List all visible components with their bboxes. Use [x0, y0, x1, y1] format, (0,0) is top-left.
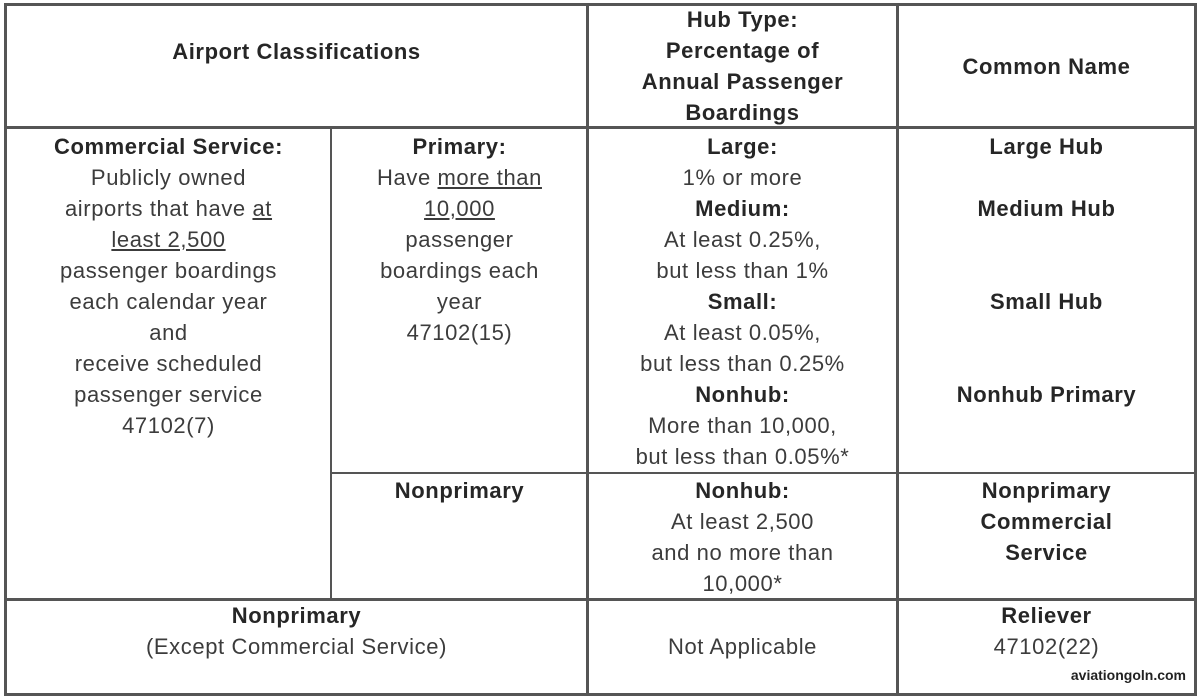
cell-title: Primary:	[412, 134, 507, 159]
common-name: Nonprimary	[981, 478, 1112, 503]
cell-text: year	[436, 289, 483, 314]
table-border-bottom	[4, 693, 1197, 696]
hub-desc: At least 2,500	[671, 509, 814, 534]
cell-text: boardings each	[380, 258, 539, 283]
watermark: aviationgoln.com	[1070, 667, 1186, 683]
primary-cell	[333, 131, 586, 348]
cell-title: Nonprimary	[231, 603, 362, 628]
hub-desc: but less than 0.05%*	[635, 444, 850, 469]
nonprimary-other-cell	[7, 600, 586, 662]
hub-desc: and no more than	[651, 540, 834, 565]
common-name: Small Hub	[990, 289, 1103, 314]
header-hub-type	[589, 4, 896, 128]
column-divider-1	[330, 126, 332, 600]
cell-text-underlined: more than	[437, 165, 542, 190]
hub-label: Nonhub:	[695, 478, 790, 503]
header-text: Annual Passenger	[641, 69, 844, 94]
hub-desc: At least 0.25%,	[664, 227, 821, 252]
table-border-right	[1194, 3, 1197, 696]
hub-desc: but less than 0.25%	[640, 351, 845, 376]
cell-text: passenger boardings	[60, 258, 277, 283]
common-names-cell	[899, 131, 1194, 410]
cell-text: receive scheduled	[74, 351, 263, 376]
cell-text: passenger	[405, 227, 514, 252]
commercial-service-cell	[7, 131, 330, 441]
hub-label: Small:	[707, 289, 778, 314]
header-text: Boardings	[685, 100, 800, 125]
cell-text: Have	[377, 165, 438, 190]
cell-title: Commercial Service:	[53, 134, 284, 159]
hub-desc: 10,000*	[702, 571, 783, 596]
common-name: Nonhub Primary	[956, 382, 1137, 407]
hub-label: Medium:	[695, 196, 790, 221]
cell-text: passenger service	[74, 382, 263, 407]
cell-text: (Except Commercial Service)	[145, 634, 448, 659]
header-common-name	[899, 51, 1194, 82]
not-applicable-cell	[589, 631, 896, 662]
reliever-cell	[899, 600, 1194, 662]
hub-label: Nonhub:	[695, 382, 790, 407]
hub-desc: but less than 1%	[656, 258, 829, 283]
hub-desc: More than 10,000,	[648, 413, 837, 438]
cell-text: 47102(22)	[993, 634, 1100, 659]
cell-text-underlined: least 2,500	[111, 227, 226, 252]
cell-text: 47102(7)	[122, 413, 215, 438]
header-text: Common Name	[962, 54, 1131, 79]
hub-desc: At least 0.05%,	[664, 320, 821, 345]
cell-text-underlined: 10,000	[424, 196, 495, 221]
cell-text-underlined: at	[252, 196, 273, 221]
cell-text: each calendar year	[69, 289, 268, 314]
cell-text: Publicly owned	[90, 165, 247, 190]
header-text: Percentage of	[665, 38, 820, 63]
cell-title: Reliever	[1001, 603, 1092, 628]
nonprimary-hub-cell	[589, 475, 896, 599]
header-text: Airport Classifications	[172, 39, 421, 64]
hub-types-cell	[589, 131, 896, 472]
nonprimary-common-cell	[899, 475, 1194, 568]
common-name: Service	[1005, 540, 1088, 565]
cell-title: Nonprimary	[394, 478, 525, 503]
cell-text: airports that have	[64, 196, 253, 221]
hub-label: Large:	[707, 134, 778, 159]
cell-text: 47102(15)	[406, 320, 513, 345]
header-text: Hub Type:	[686, 7, 799, 32]
common-name: Commercial	[980, 509, 1113, 534]
cell-text: and	[149, 320, 188, 345]
common-name: Large Hub	[989, 134, 1104, 159]
nonprimary-row-divider	[330, 472, 1196, 474]
cell-text: Not Applicable	[667, 634, 818, 659]
header-airport-classifications	[7, 36, 586, 67]
nonprimary-cell	[333, 475, 586, 506]
hub-desc: 1% or more	[682, 165, 803, 190]
common-name: Medium Hub	[977, 196, 1116, 221]
